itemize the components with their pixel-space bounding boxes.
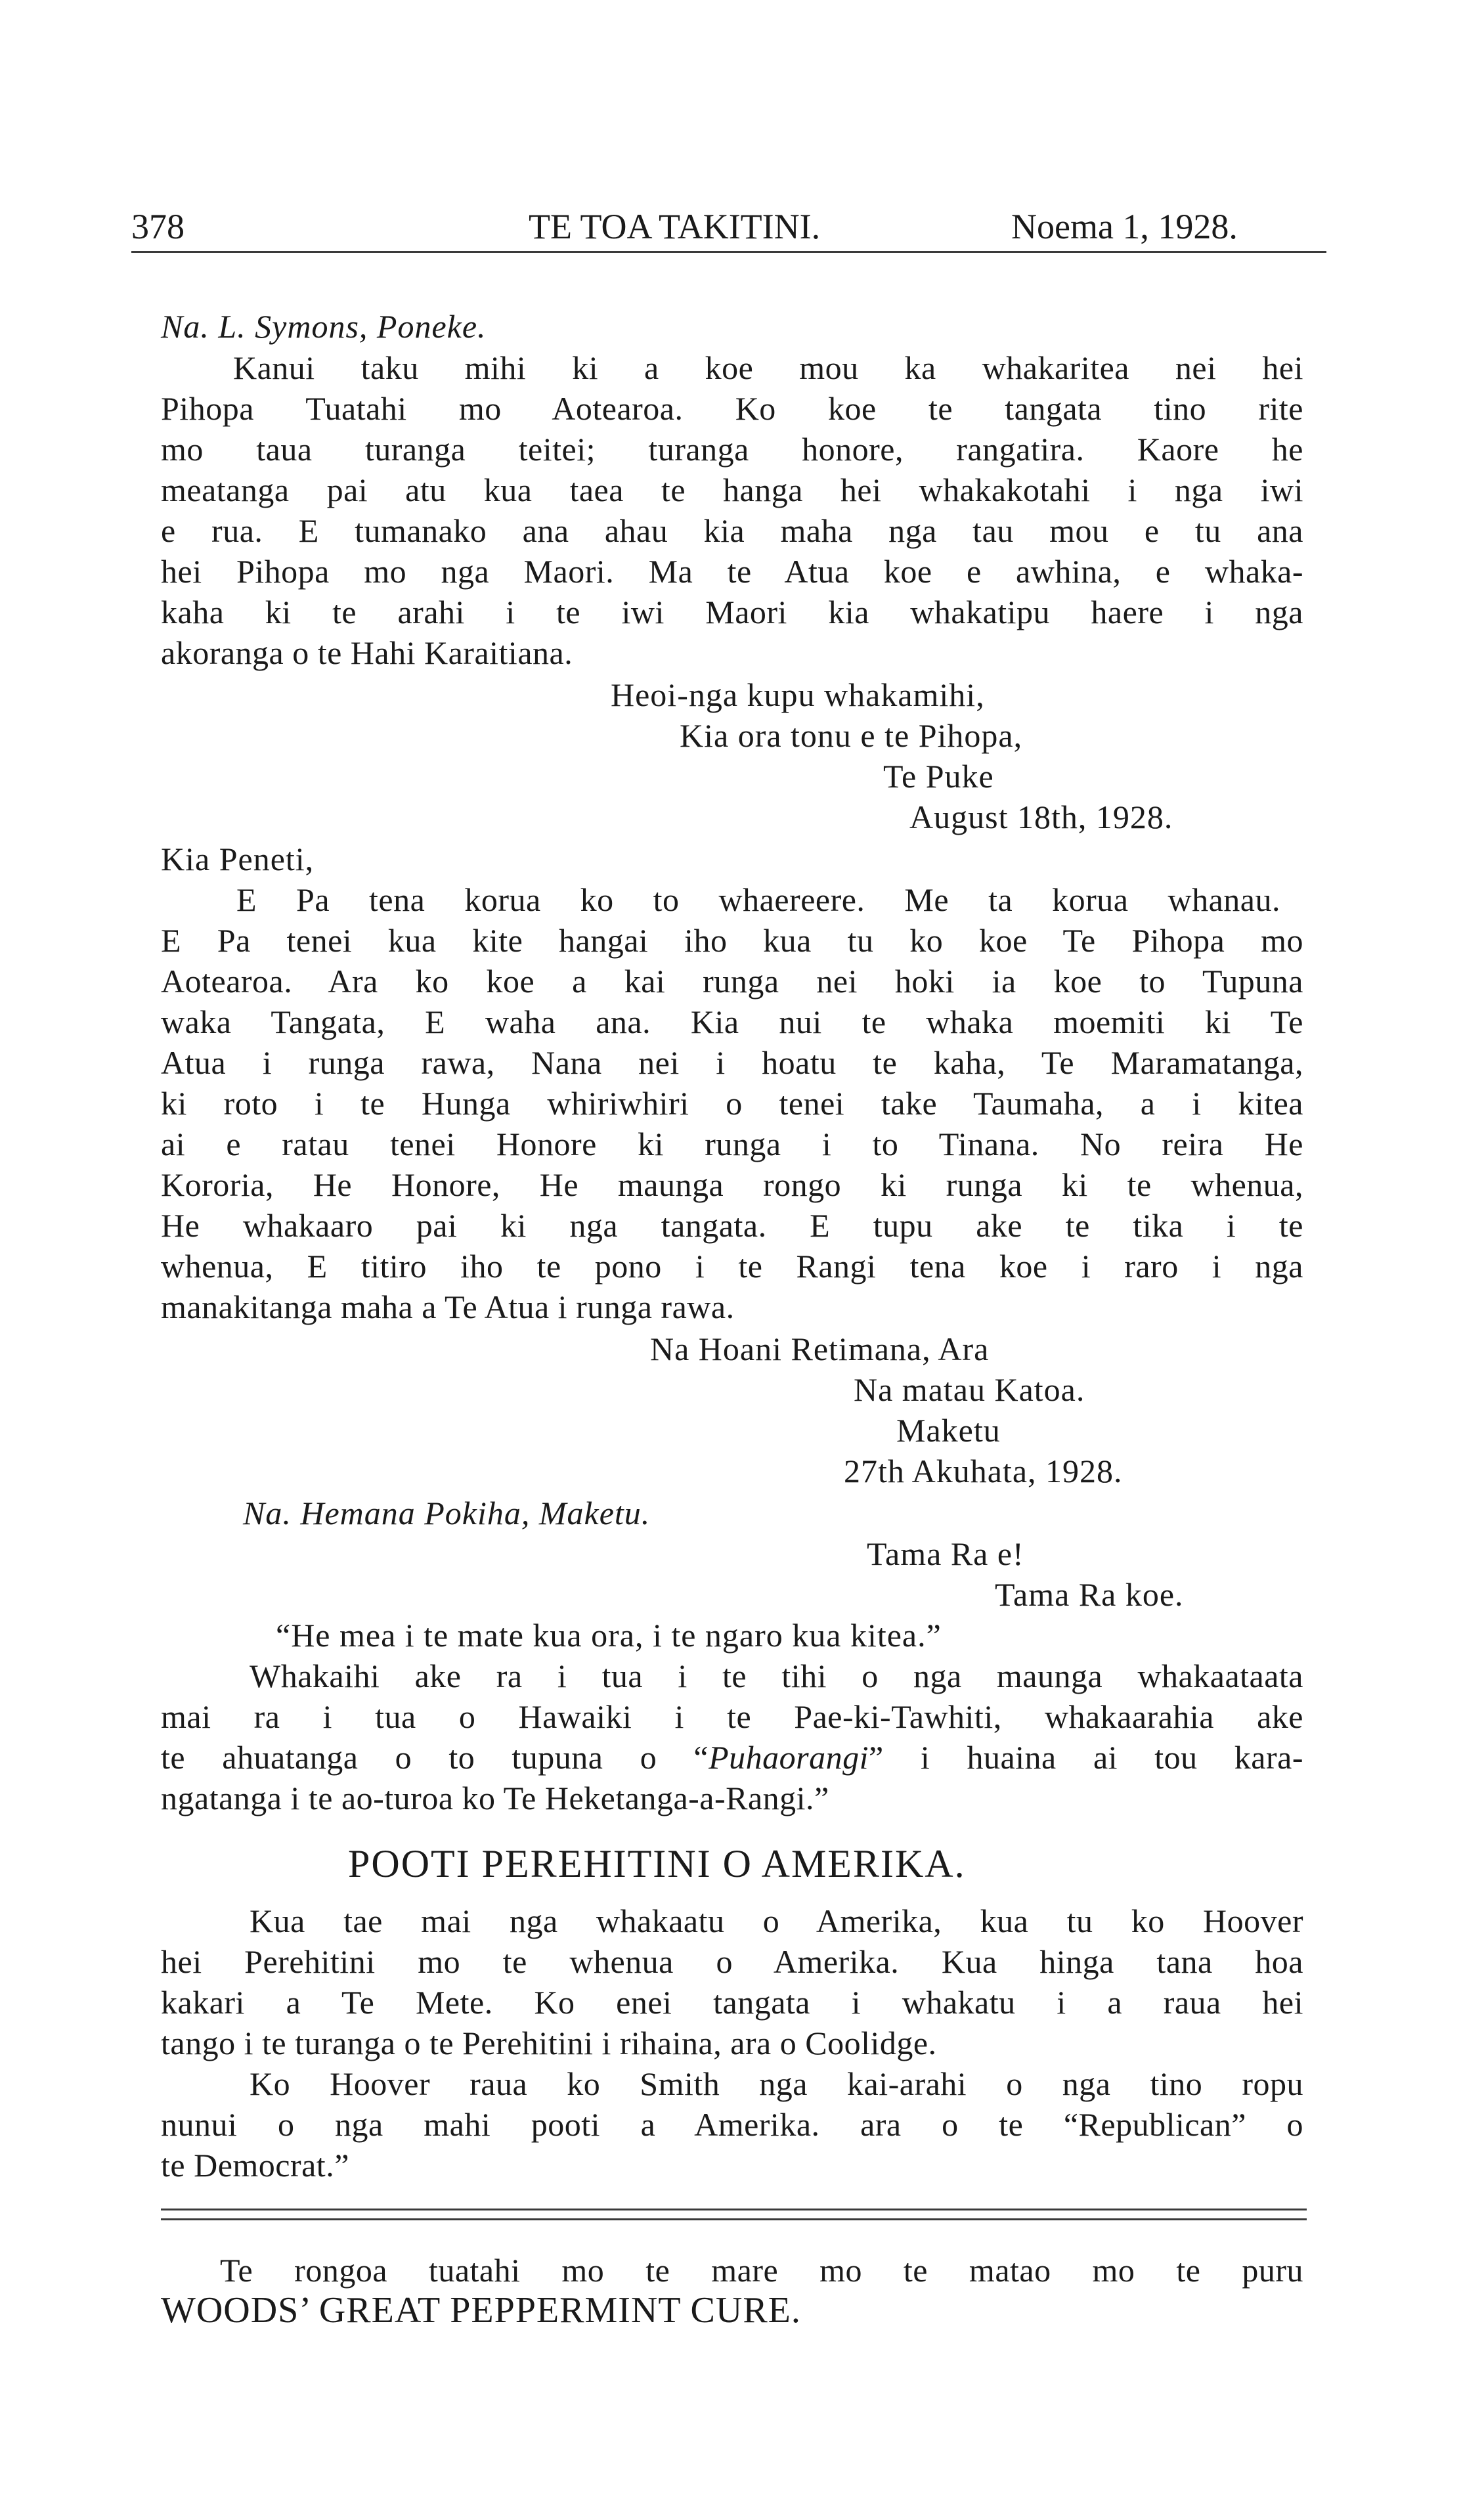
- letter2-line: Aotearoa. Ara ko koe a kai runga nei hoki ia koe to Tupuna: [161, 963, 1303, 1000]
- letter3-from: Na. Hemana Pokiha, Maketu.: [243, 1495, 651, 1531]
- letter1-date: August 18th, 1928.: [909, 799, 1173, 835]
- letter2-line: Atua i runga rawa, Nana nei i hoatu te kaha, Te Maramatanga,: [161, 1044, 1303, 1081]
- article-line: te Democrat.”: [161, 2147, 349, 2184]
- letter2-line: ai e ratau tenei Honore ki runga i to Tinana. No reira He: [161, 1126, 1303, 1162]
- letter2-line: He whakaaro pai ki nga tangata. E tupu ake te tika i te: [161, 1207, 1303, 1244]
- letter1-line: akoranga o te Hahi Karaitiana.: [161, 634, 573, 671]
- letter1-line: kaha ki te arahi i te iwi Maori kia whakatipu haere i nga: [161, 594, 1303, 630]
- article-heading: POOTI PEREHITINI O AMERIKA.: [348, 1842, 966, 1885]
- letter2-line: waka Tangata, E waha ana. Kia nui te whaka moemiti ki Te: [161, 1003, 1303, 1040]
- article-line: Ko Hoover raua ko Smith nga kai-arahi o nga tino ropu: [250, 2065, 1303, 2102]
- letter1-closing: Heoi-nga kupu whakamihi,: [611, 676, 985, 713]
- puhao-name: Puhaorangi: [709, 1739, 869, 1776]
- letter2-sig2: Na matau Katoa.: [854, 1371, 1085, 1408]
- page-number: 378: [131, 207, 185, 246]
- puhao-pre: te ahuatanga o to tupuna o “: [161, 1739, 709, 1776]
- letter1-line: e rua. E tumanako ana ahau kia maha nga tau mou e tu ana: [161, 512, 1303, 549]
- issue-date: Noema 1, 1928.: [1011, 207, 1238, 246]
- letter1-line: hei Pihopa mo nga Maori. Ma te Atua koe e awhina, e whaka-: [161, 553, 1303, 590]
- letter1-closing2: Kia ora tonu e te Pihopa,: [680, 717, 1023, 754]
- letter3-line: mai ra i tua o Hawaiki i te Pae-ki-Tawhiti, whakaarahia ake: [161, 1698, 1303, 1735]
- page-title: TE TOA TAKITINI.: [529, 207, 821, 246]
- letter1-from: Na. L. Symons, Poneke.: [161, 308, 487, 345]
- letter3-line: [161, 1741, 1303, 1774]
- letter2-line: ki roto i te Hunga whiriwhiri o tenei take Taumaha, a i kitea: [161, 1085, 1303, 1122]
- letter2-line: E Pa tenei kua kite hangai iho kua tu ko koe Te Pihopa mo: [161, 922, 1303, 959]
- letter2-line: manakitanga maha a Te Atua i runga rawa.: [161, 1288, 735, 1325]
- letter2-place: Maketu: [896, 1412, 1001, 1449]
- letter3-quote: “He mea i te mate kua ora, i te ngaro kua kitea.”: [276, 1617, 942, 1654]
- letter3-greet1: Tama Ra e!: [867, 1535, 1024, 1572]
- letter1-line: meatanga pai atu kua taea te hanga hei whakakotahi i nga iwi: [161, 472, 1303, 508]
- letter2-greeting: Kia Peneti,: [161, 841, 315, 877]
- article-line: kakari a Te Mete. Ko enei tangata i whakatu i a raua hei: [161, 1984, 1303, 2021]
- letter3-line: ngatanga i te ao-turoa ko Te Heketanga-a-Rangi.”: [161, 1780, 829, 1816]
- letter2-line: whenua, E titiro iho te pono i te Rangi tena koe i raro i nga: [161, 1248, 1303, 1285]
- article-line: hei Perehitini mo te whenua o Amerika. Kua hinga tana hoa: [161, 1943, 1303, 1980]
- letter3-line: Whakaihi ake ra i tua i te tihi o nga maunga whakaataata: [250, 1658, 1303, 1694]
- advert-line: Te rongoa tuatahi mo te mare mo te matao mo te puru: [220, 2252, 1303, 2289]
- letter2-line: E Pa tena korua ko to whaereere. Me ta korua whanau.: [236, 881, 1280, 918]
- letter1-line: Kanui taku mihi ki a koe mou ka whakaritea nei hei: [233, 349, 1303, 386]
- footer-rule-top: [161, 2209, 1307, 2210]
- letter1-line: mo taua turanga teitei; turanga honore, rangatira. Kaore he: [161, 431, 1303, 468]
- advert-product: WOODS’ GREAT PEPPERMINT CURE.: [161, 2290, 801, 2331]
- letter2-date: 27th Akuhata, 1928.: [844, 1453, 1123, 1489]
- letter3-greet2: Tama Ra koe.: [995, 1576, 1184, 1613]
- article-line: nunui o nga mahi pooti a Amerika. ara o te “Republican” o: [161, 2106, 1303, 2143]
- letter1-signature: Te Puke: [883, 758, 994, 795]
- article-line: tango i te turanga o te Perehitini i rihaina, ara o Coolidge.: [161, 2025, 937, 2061]
- letter2-sig1: Na Hoani Retimana, Ara: [650, 1330, 990, 1367]
- header-rule: [131, 251, 1326, 253]
- article-line: Kua tae mai nga whakaatu o Amerika, kua tu ko Hoover: [250, 1902, 1303, 1939]
- letter2-line: Kororia, He Honore, He maunga rongo ki runga ki te whenua,: [161, 1166, 1303, 1203]
- letter1-line: Pihopa Tuatahi mo Aotearoa. Ko koe te tangata tino rite: [161, 390, 1303, 427]
- puhao-post: ” i huaina ai tou kara-: [869, 1739, 1303, 1776]
- footer-rule-bottom: [161, 2218, 1307, 2220]
